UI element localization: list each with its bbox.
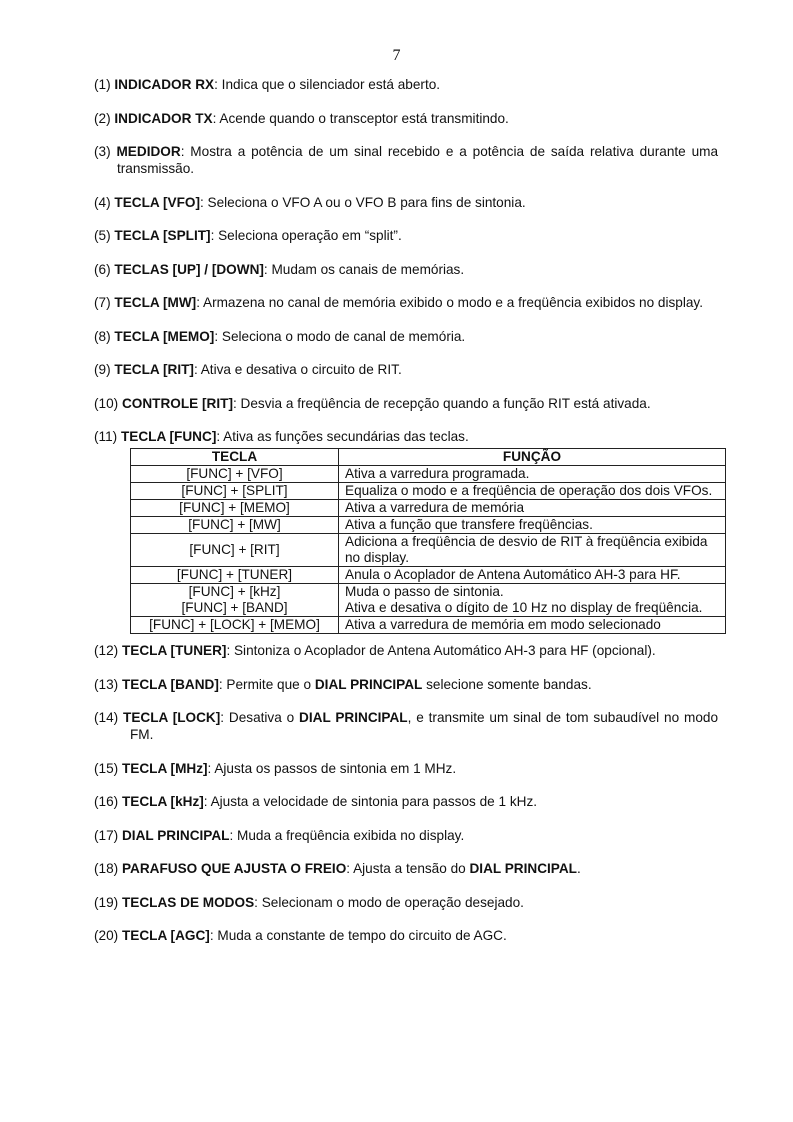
list-item: (13) TECLA [BAND]: Permite que o DIAL PRINCIPAL selecione somente bandas.: [94, 676, 592, 692]
table-row: [131, 483, 726, 500]
list-item: (2) INDICADOR TX: Acende quando o transceptor está transmitindo.: [94, 110, 509, 126]
item-description: : Ativa e desativa o circuito de RIT.: [193, 362, 402, 377]
table-row: [131, 534, 726, 567]
item-description: : Desativa o: [220, 710, 300, 725]
function-cell: Anula o Acoplador de Antena Automático AH-3 para HF.: [339, 567, 726, 584]
item-term: TECLA [SPLIT]: [114, 228, 211, 243]
key-line: [FUNC] + [kHz]: [188, 584, 281, 599]
item-term: TECLAS [UP] / [DOWN]: [114, 261, 264, 277]
list-item: (3) MEDIDOR: Mostra a potência de um sinal recebido e a potência de saída relativa durante uma transmissão.: [94, 144, 719, 176]
item-term: TECLA [RIT]: [114, 362, 194, 377]
key-cell: [131, 584, 339, 617]
key-cell: [FUNC] + [SPLIT]: [131, 483, 339, 500]
item-term: INDICADOR TX: [114, 110, 213, 126]
list-item: (18) PARAFUSO QUE AJUSTA O FREIO: Ajusta a tensão do DIAL PRINCIPAL.: [94, 861, 581, 876]
item-description: : Ativa as funções secundárias das teclas.: [216, 429, 469, 444]
item-term: CONTROLE [RIT]: [121, 395, 233, 411]
list-item: (20) TECLA [AGC]: Muda a constante de tempo do circuito de AGC.: [94, 928, 507, 943]
table-row: [131, 584, 726, 617]
key-cell: [FUNC] + [MW]: [131, 517, 339, 534]
item-term: MEDIDOR: [116, 144, 181, 159]
item-description: : Muda a freqüência exibida no display.: [229, 827, 465, 843]
item-description: : Mostra a potência de um sinal recebido e a potência de saída relativa durante uma transmissão.: [117, 144, 719, 176]
function-cell: Ativa a varredura de memória: [339, 500, 726, 517]
item-description: : Mudam os canais de memórias.: [263, 261, 465, 277]
key-cell: [FUNC] + [TUNER]: [131, 567, 339, 584]
item-description-tail: .: [576, 861, 581, 876]
item-term: TECLA [TUNER]: [121, 643, 227, 658]
item-term: TECLA [BAND]: [121, 676, 219, 692]
item-description: : Selecionam o modo de operação desejado.: [254, 894, 524, 910]
key-cell: [FUNC] + [MEMO]: [131, 500, 339, 517]
item-description: : Acende quando o transceptor está transmitindo.: [212, 110, 509, 126]
item-term: INDICADOR RX: [114, 77, 215, 92]
item-term: TECLA [MHz]: [121, 760, 208, 776]
list-item: (10) CONTROLE [RIT]: Desvia a freqüência de recepção quando a função RIT está ativada.: [94, 395, 651, 411]
list-item: (19) TECLAS DE MODOS: Selecionam o modo de operação desejado.: [94, 894, 524, 910]
item-emphasis: DIAL PRINCIPAL: [469, 861, 577, 876]
item-description: : Desvia a freqüência de recepção quando a função RIT está ativada.: [232, 395, 651, 411]
list-item: (8) TECLA [MEMO]: Seleciona o modo de canal de memória.: [94, 328, 466, 344]
function-line: Ativa e desativa o dígito de 10 Hz no display de freqüência.: [345, 600, 703, 615]
item-description: : Ajusta os passos de sintonia em 1 MHz.: [207, 760, 457, 776]
function-line: Muda o passo de sintonia.: [345, 584, 504, 599]
function-cell: [339, 584, 726, 617]
item-description: : Indica que o silenciador está aberto.: [214, 77, 441, 92]
item-description: : Seleciona o modo de canal de memória.: [214, 328, 466, 344]
item-description: : Seleciona operação em “split”.: [210, 228, 402, 243]
list-item: (14) TECLA [LOCK]: Desativa o DIAL PRINCIPAL, e transmite um sinal de tom subaudível no modo FM.: [94, 710, 719, 742]
item-description: : Ajusta a tensão do: [346, 861, 470, 876]
list-item: (4) TECLA [VFO]: Seleciona o VFO A ou o VFO B para fins de sintonia.: [94, 194, 526, 210]
function-cell: Ativa a varredura programada.: [339, 466, 726, 483]
list-item: (16) TECLA [kHz]: Ajusta a velocidade de sintonia para passos de 1 kHz.: [94, 794, 538, 809]
item-term: TECLA [MEMO]: [114, 328, 215, 344]
list-item: (6) TECLAS [UP] / [DOWN]: Mudam os canais de memórias.: [94, 261, 465, 277]
item-term: TECLA [FUNC]: [120, 429, 217, 444]
item-description-tail: selecione somente bandas.: [422, 676, 592, 692]
item-term: TECLA [LOCK]: [123, 710, 221, 725]
key-cell: [FUNC] + [LOCK] + [MEMO]: [131, 617, 339, 634]
item-term: PARAFUSO QUE AJUSTA O FREIO: [121, 861, 347, 876]
table-row: [131, 517, 726, 534]
list-item: (11) TECLA [FUNC]: Ativa as funções secundárias das teclas.: [94, 429, 469, 444]
list-item: (7) TECLA [MW]: Armazena no canal de memória exibido o modo e a freqüência exibidos no display.: [94, 295, 703, 310]
item-description: : Ajusta a velocidade de sintonia para passos de 1 kHz.: [203, 794, 538, 809]
list-item: (1) INDICADOR RX: Indica que o silenciador está aberto.: [94, 77, 441, 92]
function-cell: Ativa a função que transfere freqüências.: [339, 517, 726, 534]
table-row: [131, 567, 726, 584]
item-term: TECLAS DE MODOS: [121, 894, 255, 910]
item-description: : Permite que o: [218, 676, 315, 692]
item-term: TECLA [VFO]: [114, 194, 200, 210]
list-item: (12) TECLA [TUNER]: Sintoniza o Acoplador de Antena Automático AH-3 para HF (opcional).: [94, 643, 656, 658]
key-cell: [FUNC] + [VFO]: [131, 466, 339, 483]
page-number: 7: [392, 47, 401, 64]
item-description: : Armazena no canal de memória exibido o modo e a freqüência exibidos no display.: [196, 295, 703, 310]
item-description: : Seleciona o VFO A ou o VFO B para fins de sintonia.: [199, 194, 526, 210]
table-row: [131, 466, 726, 483]
column-header-function: FUNÇÃO: [339, 449, 726, 466]
item-term: DIAL PRINCIPAL: [121, 827, 230, 843]
item-term: TECLA [MW]: [114, 295, 197, 310]
column-header-key: TECLA: [131, 449, 339, 466]
list-item: (9) TECLA [RIT]: Ativa e desativa o circuito de RIT.: [94, 362, 402, 377]
item-term: TECLA [AGC]: [121, 928, 210, 943]
key-line: [FUNC] + [BAND]: [181, 600, 288, 615]
table-header-row: [131, 449, 726, 466]
item-emphasis: DIAL PRINCIPAL: [314, 676, 423, 692]
function-list: [94, 76, 718, 944]
function-cell: Adiciona a freqüência de desvio de RIT à freqüência exibida no display.: [339, 534, 726, 567]
list-item: (5) TECLA [SPLIT]: Seleciona operação em “split”.: [94, 228, 402, 243]
table-row: [131, 500, 726, 517]
function-cell: Equaliza o modo e a freqüência de operação dos dois VFOs.: [339, 483, 726, 500]
function-key-table: [130, 448, 726, 634]
table-row: [131, 617, 726, 634]
item-emphasis: DIAL PRINCIPAL: [299, 710, 408, 725]
key-cell: [FUNC] + [RIT]: [131, 534, 339, 567]
list-item: (17) DIAL PRINCIPAL: Muda a freqüência exibida no display.: [94, 827, 465, 843]
item-description: : Sintoniza o Acoplador de Antena Automático AH-3 para HF (opcional).: [226, 643, 656, 658]
item-description-tail: , e transmite um sinal de tom subaudível no modo FM.: [130, 710, 719, 742]
list-item: (15) TECLA [MHz]: Ajusta os passos de sintonia em 1 MHz.: [94, 760, 457, 776]
function-cell: Ativa a varredura de memória em modo selecionado: [339, 617, 726, 634]
item-description: : Muda a constante de tempo do circuito de AGC.: [209, 928, 507, 943]
item-term: TECLA [kHz]: [121, 794, 204, 809]
